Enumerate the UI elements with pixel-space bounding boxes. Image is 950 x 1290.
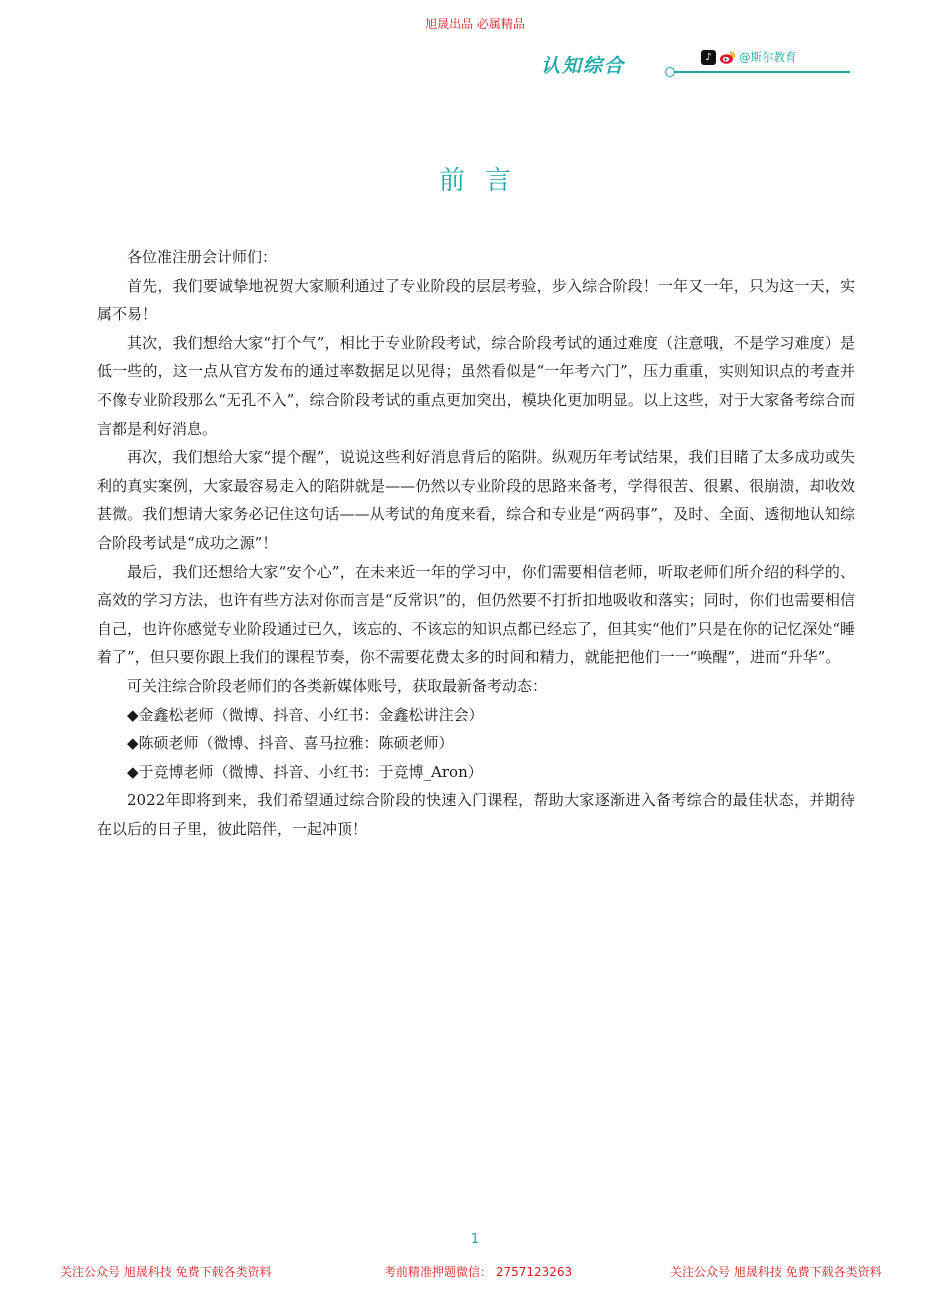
teacher-list-item: ◆陈硕老师（微博、抖音、喜马拉雅：陈硕老师） — [127, 734, 454, 753]
teacher-list-item: ◆金鑫松老师（微博、抖音、小红书：金鑫松讲注会） — [127, 705, 484, 724]
top-banner: 旭晟出品 必属精品 — [425, 17, 525, 31]
social-handle: @斯尔教育 — [739, 50, 797, 64]
page-title: 前言 — [438, 166, 531, 196]
series-title: 认知综合 — [541, 55, 626, 77]
header-circle-ornament — [665, 67, 675, 77]
social-handle-group — [701, 49, 797, 65]
body-text — [97, 243, 855, 843]
teacher-list-item: ◆于竞博老师（微博、抖音、小红书：于竞博_Aron） — [127, 762, 483, 781]
footer-left: 关注公众号 旭晟科技 免费下载各类资料 — [60, 1265, 272, 1279]
salutation: 各位准注册会计师们： — [127, 248, 278, 266]
paragraph: 首先，我们要诚挚地祝贺大家顺利通过了专业阶段的层层考验，步入综合阶段！一年又一年，只为这一天，实属不易！ — [97, 276, 855, 324]
paragraph: 其次，我们想给大家“打个气”，相比于专业阶段考试，综合阶段考试的通过难度（注意哦，不是学习难度）是低一些的，这一点从官方发布的通过率数据足以见得；虽然看似是“一年考六门”，压力重重，实则知识点的考查并不像专业阶段那么“无孔不入”，综合阶段考试的重点更加突出，模块化更加明显。以上这些，对于大家备考综合而言都是利好消息。 — [97, 333, 855, 438]
paragraph: 可关注综合阶段老师们的各类新媒体账号，获取最新备考动态： — [127, 676, 548, 695]
page-number: 1 — [470, 1232, 480, 1247]
paragraph: 2022年即将到来，我们希望通过综合阶段的快速入门课程，帮助大家逐渐进入备考综合的最佳状态，并期待在以后的日子里，彼此陪伴，一起冲顶！ — [97, 791, 855, 838]
footer-middle: 考前精准押题微信： 2757123263 — [384, 1265, 573, 1279]
tiktok-icon: ♪ — [701, 50, 716, 65]
header-rule — [675, 71, 850, 73]
footer-right: 关注公众号 旭晟科技 免费下载各类资料 — [670, 1265, 882, 1279]
weibo-icon — [719, 50, 736, 65]
paragraph: 再次，我们想给大家“提个醒”，说说这些利好消息背后的陷阱。纵观历年考试结果，我们目睹了太多成功或失利的真实案例，大家最容易走入的陷阱就是——仍然以专业阶段的思路来备考，学得很苦、很累、很崩溃，却收效甚微。我们想请大家务必记住这句话——从考试的角度来看，综合和专业是“两码事”，及时、全面、透彻地认知综合阶段考试是“成功之源”！ — [97, 448, 855, 552]
paragraph: 最后，我们还想给大家“安个心”，在未来近一年的学习中，你们需要相信老师，听取老师们所介绍的科学的、高效的学习方法，也许有些方法对你而言是“反常识”的，但仍然要不打折扣地吸收和落实；同时，你们也需要相信自己，也许你感觉专业阶段通过已久，该忘的、不该忘的知识点都已经忘了，但其实“他们”只是在你的记忆深处“睡着了”，但只要你跟上我们的课程节奏，你不需要花费太多的时间和精力，就能把他们一一“唤醒”，进而“升华”。 — [97, 562, 856, 667]
